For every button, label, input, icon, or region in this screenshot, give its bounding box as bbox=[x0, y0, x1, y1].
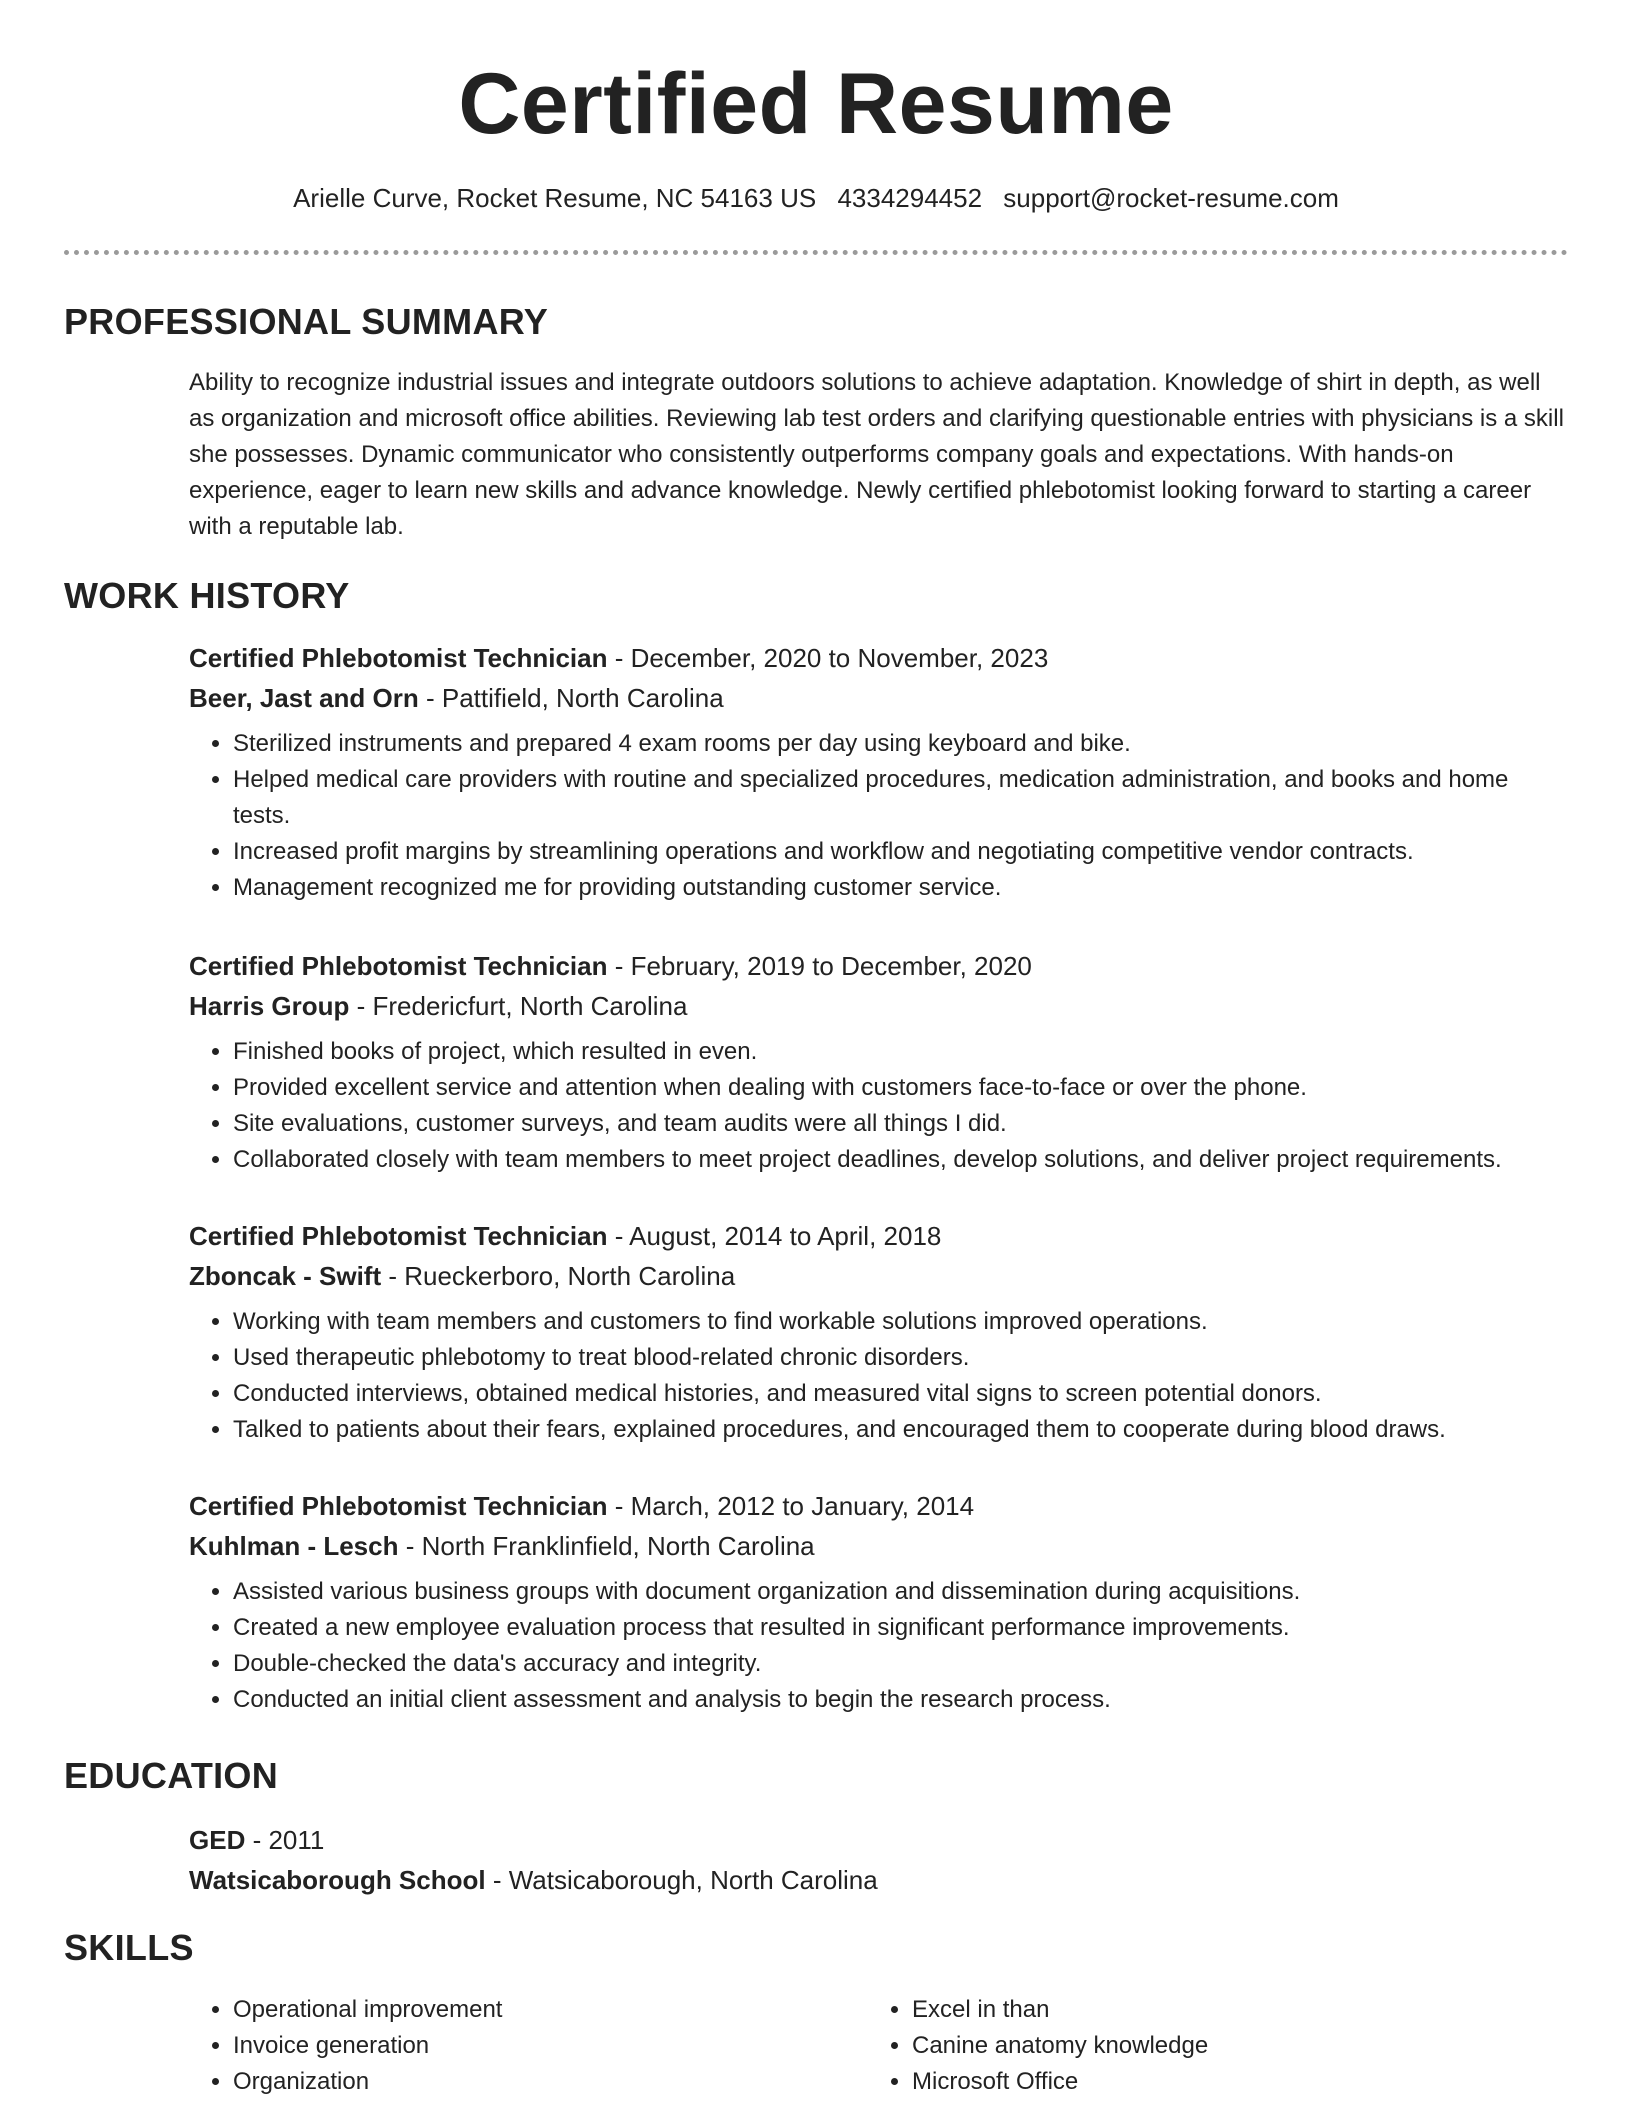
job-company: Zboncak - Swift bbox=[189, 1261, 382, 1291]
summary-text: Ability to recognize industrial issues and integrate outdoors solutions to achieve adaptation. Knowledge of shirt in depth, as well as organization and microsoft office abilities. Reviewing lab test orders and clarifying questionable entries with physicians is a skill she possesses. Dynamic communicator who consistently outperforms company goals and expectations. With hands-on experience, eager to learn new skills and advance knowledge. Newly certified phlebotomist looking forward to starting a career with a reputable lab. bbox=[189, 369, 1564, 540]
job-title-line bbox=[189, 1486, 1569, 1526]
job-bullets bbox=[189, 1034, 1569, 1178]
resume-name: Certified Resume bbox=[458, 56, 1174, 152]
job-bullet: • Conducted an initial client assessment and analysis to begin the research process. bbox=[233, 1682, 1569, 1718]
job-bullet: • Talked to patients about their fears, explained procedures, and encouraged them to cooperate during blood draws. bbox=[233, 1412, 1569, 1448]
job-bullet: • Helped medical care providers with routine and specialized procedures, medication administration, and books and home tests. bbox=[233, 762, 1569, 834]
contact-address: Arielle Curve, Rocket Resume, NC 54163 US bbox=[293, 183, 817, 213]
education-school: Watsicaborough School bbox=[189, 1865, 486, 1895]
education-school-line bbox=[189, 1860, 1569, 1900]
job-bullets bbox=[189, 1304, 1569, 1448]
job-bullet: • Collaborated closely with team members to meet project deadlines, develop solutions, and deliver project requirements. bbox=[233, 1142, 1569, 1178]
job-bullet: • Increased profit margins by streamlining operations and workflow and negotiating competitive vendor contracts. bbox=[233, 834, 1569, 870]
contact-email: support@rocket-resume.com bbox=[1003, 183, 1339, 213]
job-company-line bbox=[189, 1256, 1569, 1296]
job-bullet: • Site evaluations, customer surveys, and team audits were all things I did. bbox=[233, 1106, 1569, 1142]
job-bullet: • Management recognized me for providing outstanding customer service. bbox=[233, 870, 1569, 906]
skills-heading: SKILLS bbox=[64, 1927, 194, 1968]
job-entry bbox=[189, 638, 1569, 906]
job-entry bbox=[189, 1216, 1569, 1448]
job-role: Certified Phlebotomist Technician bbox=[189, 951, 608, 981]
education-degree-line bbox=[189, 1820, 1569, 1860]
skills-column-left bbox=[189, 1992, 809, 2100]
job-location: - Rueckerboro, North Carolina bbox=[381, 1261, 736, 1291]
job-bullet: • Assisted various business groups with document organization and dissemination during acquisitions. bbox=[233, 1574, 1569, 1610]
job-bullets bbox=[189, 726, 1569, 906]
job-location: - North Franklinfield, North Carolina bbox=[398, 1531, 815, 1561]
work-history-heading: WORK HISTORY bbox=[64, 575, 350, 616]
education-location: - Watsicaborough, North Carolina bbox=[485, 1865, 878, 1895]
job-company: Harris Group bbox=[189, 991, 350, 1021]
job-location: - Pattifield, North Carolina bbox=[418, 683, 724, 713]
job-dates: - February, 2019 to December, 2020 bbox=[607, 951, 1032, 981]
job-company-line bbox=[189, 986, 1569, 1026]
skills-column-right bbox=[868, 1992, 1488, 2100]
skill-item: • Operational improvement bbox=[233, 1992, 809, 2028]
job-bullet: • Working with team members and customers to find workable solutions improved operations. bbox=[233, 1304, 1569, 1340]
header-divider bbox=[64, 250, 1568, 255]
job-bullet: • Used therapeutic phlebotomy to treat blood-related chronic disorders. bbox=[233, 1340, 1569, 1376]
job-dates: - March, 2012 to January, 2014 bbox=[607, 1491, 975, 1521]
skill-item: • Invoice generation bbox=[233, 2028, 809, 2064]
job-dates: - August, 2014 to April, 2018 bbox=[607, 1221, 942, 1251]
job-bullet: • Sterilized instruments and prepared 4 exam rooms per day using keyboard and bike. bbox=[233, 726, 1569, 762]
job-title-line bbox=[189, 1216, 1569, 1256]
job-company: Beer, Jast and Orn bbox=[189, 683, 419, 713]
education-degree: GED bbox=[189, 1825, 246, 1855]
job-location: - Fredericfurt, North Carolina bbox=[349, 991, 688, 1021]
job-bullets bbox=[189, 1574, 1569, 1718]
contact-phone: 4334294452 bbox=[837, 183, 983, 213]
job-company: Kuhlman - Lesch bbox=[189, 1531, 399, 1561]
job-bullet: • Created a new employee evaluation process that resulted in significant performance improvements. bbox=[233, 1610, 1569, 1646]
job-title-line bbox=[189, 946, 1569, 986]
skill-item: • Excel in than bbox=[912, 1992, 1488, 2028]
job-role: Certified Phlebotomist Technician bbox=[189, 643, 608, 673]
job-bullet: • Conducted interviews, obtained medical histories, and measured vital signs to screen potential donors. bbox=[233, 1376, 1569, 1412]
skill-item: • Organization bbox=[233, 2064, 809, 2100]
job-entry bbox=[189, 1486, 1569, 1718]
education-heading: EDUCATION bbox=[64, 1755, 279, 1796]
job-title-line bbox=[189, 638, 1569, 678]
job-entry bbox=[189, 946, 1569, 1178]
job-bullet: • Double-checked the data's accuracy and integrity. bbox=[233, 1646, 1569, 1682]
skill-item: • Microsoft Office bbox=[912, 2064, 1488, 2100]
contact-line bbox=[0, 180, 1632, 216]
education-year: - 2011 bbox=[245, 1825, 325, 1855]
skill-item: • Canine anatomy knowledge bbox=[912, 2028, 1488, 2064]
job-dates: - December, 2020 to November, 2023 bbox=[607, 643, 1049, 673]
education-entry bbox=[189, 1820, 1569, 1900]
job-bullet: • Finished books of project, which resulted in even. bbox=[233, 1034, 1569, 1070]
job-bullet: • Provided excellent service and attention when dealing with customers face-to-face or over the phone. bbox=[233, 1070, 1569, 1106]
job-role: Certified Phlebotomist Technician bbox=[189, 1221, 608, 1251]
summary-heading: PROFESSIONAL SUMMARY bbox=[64, 301, 549, 342]
job-company-line bbox=[189, 678, 1569, 718]
job-role: Certified Phlebotomist Technician bbox=[189, 1491, 608, 1521]
job-company-line bbox=[189, 1526, 1569, 1566]
